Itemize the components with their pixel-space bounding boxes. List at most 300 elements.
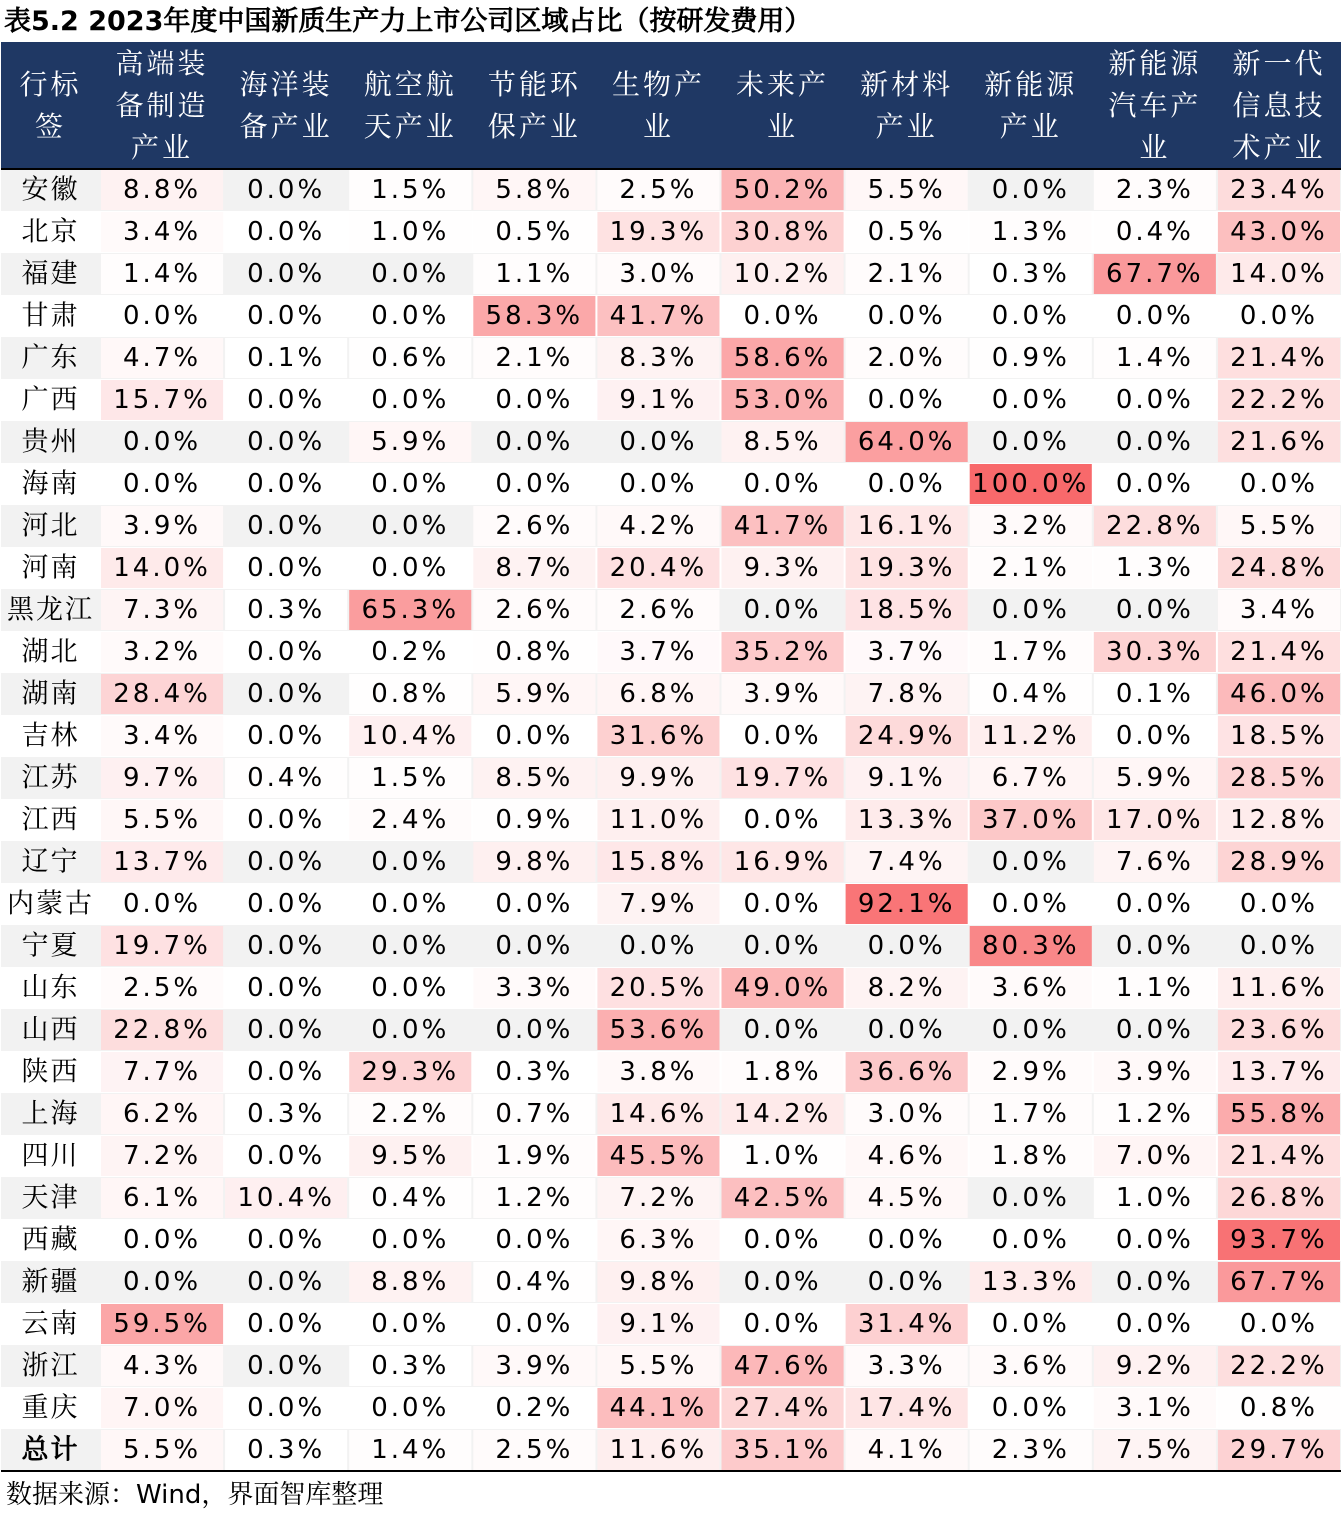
cell-value: 0.0% [247, 1351, 326, 1381]
cell-value: 31.6% [609, 721, 708, 751]
cell-value: 24.8% [1230, 553, 1328, 583]
cell-value: 3.9% [743, 679, 822, 709]
cell-value: 65.3% [361, 595, 460, 625]
cell-value: 19.3% [609, 217, 708, 247]
cell-value: 0.0% [495, 1015, 574, 1045]
cell-value: 0.0% [867, 1267, 946, 1297]
cell-value: 9.1% [619, 385, 698, 415]
cell-value: 8.8% [371, 1267, 450, 1297]
cell-value: 0.0% [247, 931, 326, 961]
cell-value: 0.0% [1239, 1309, 1318, 1339]
cell-value: 15.7% [113, 385, 211, 415]
column-header-line: 天产业 [363, 110, 457, 143]
cell-value: 13.3% [857, 805, 956, 835]
cell-value: 37.0% [981, 805, 1080, 835]
cell-value: 1.1% [495, 259, 574, 289]
cell-value: 0.1% [1115, 679, 1194, 709]
cell-value: 13.7% [113, 847, 211, 877]
cell-value: 0.0% [247, 637, 326, 667]
cell-value: 29.3% [361, 1057, 460, 1087]
cell-value: 45.5% [609, 1141, 708, 1171]
cell-value: 0.0% [1115, 931, 1194, 961]
cell-value: 3.2% [991, 511, 1070, 541]
cell-value: 1.7% [991, 1099, 1070, 1129]
cell-value: 3.9% [123, 511, 202, 541]
cell-value: 0.0% [495, 427, 574, 457]
cell-value: 0.0% [991, 889, 1070, 919]
cell-value: 0.0% [991, 175, 1070, 205]
cell-value: 43.0% [1230, 217, 1328, 247]
row-label: 河北 [21, 510, 80, 542]
cell-value: 0.0% [371, 973, 450, 1003]
cell-value: 0.0% [991, 595, 1070, 625]
row-label: 湖南 [21, 678, 80, 710]
cell-value: 2.3% [1115, 175, 1194, 205]
row-label: 吉林 [21, 720, 80, 752]
cell-value: 93.7% [1230, 1225, 1328, 1255]
cell-value: 0.0% [1115, 427, 1194, 457]
cell-value: 0.0% [991, 301, 1070, 331]
cell-value: 0.3% [247, 595, 326, 625]
cell-value: 100.0% [972, 469, 1090, 499]
cell-value: 3.3% [867, 1351, 946, 1381]
cell-value: 0.3% [247, 1099, 326, 1129]
column-header-line: 产业 [999, 110, 1062, 143]
cell-value: 0.0% [495, 889, 574, 919]
cell-value: 3.2% [123, 637, 202, 667]
row-label: 浙江 [21, 1350, 80, 1382]
cell-value: 3.7% [619, 637, 698, 667]
cell-value: 0.0% [247, 469, 326, 499]
cell-value: 30.8% [733, 217, 832, 247]
cell-value: 0.8% [371, 679, 450, 709]
row-label: 海南 [21, 468, 80, 500]
cell-value: 53.6% [609, 1015, 708, 1045]
cell-value: 3.3% [495, 973, 574, 1003]
cell-value: 4.2% [619, 511, 698, 541]
cell-value: 0.0% [991, 847, 1070, 877]
cell-value: 22.8% [113, 1015, 211, 1045]
cell-value: 1.3% [991, 217, 1070, 247]
cell-value: 0.0% [247, 1309, 326, 1339]
row-label: 总计 [21, 1434, 80, 1466]
row-label: 黑龙江 [7, 594, 94, 626]
cell-value: 1.8% [743, 1057, 822, 1087]
cell-value: 11.0% [609, 805, 708, 835]
cell-value: 67.7% [1106, 259, 1204, 289]
cell-value: 5.5% [123, 1435, 202, 1465]
cell-value: 5.9% [371, 427, 450, 457]
cell-value: 0.0% [1115, 595, 1194, 625]
cell-value: 35.2% [733, 637, 832, 667]
cell-value: 0.0% [247, 1393, 326, 1423]
cell-value: 1.5% [371, 763, 450, 793]
cell-value: 9.1% [867, 763, 946, 793]
cell-value: 8.5% [743, 427, 822, 457]
cell-value: 0.0% [743, 1015, 822, 1045]
cell-value: 8.8% [123, 175, 202, 205]
row-label: 重庆 [21, 1392, 80, 1424]
column-header-line: 未来产 [736, 68, 830, 101]
cell-value: 7.0% [1115, 1141, 1194, 1171]
cell-value: 7.3% [123, 595, 202, 625]
cell-value: 9.2% [1115, 1351, 1194, 1381]
cell-value: 0.0% [1239, 469, 1318, 499]
cell-value: 0.3% [991, 259, 1070, 289]
column-header-line: 信息技 [1232, 89, 1326, 122]
cell-value: 7.2% [619, 1183, 698, 1213]
cell-value: 0.0% [371, 1225, 450, 1255]
cell-value: 0.0% [743, 595, 822, 625]
cell-value: 10.4% [361, 721, 460, 751]
cell-value: 0.7% [495, 1099, 574, 1129]
cell-value: 21.4% [1230, 1141, 1328, 1171]
cell-value: 0.0% [1115, 721, 1194, 751]
column-header-line: 生物产 [611, 68, 705, 101]
column-header-line: 汽车产 [1108, 89, 1202, 122]
cell-value: 0.0% [123, 469, 202, 499]
column-header-line: 海洋装 [239, 68, 333, 101]
cell-value: 92.1% [857, 889, 956, 919]
cell-value: 7.2% [123, 1141, 202, 1171]
cell-value: 0.0% [495, 931, 574, 961]
cell-value: 11.6% [609, 1435, 708, 1465]
cell-value: 0.0% [371, 1015, 450, 1045]
column-header [1232, 47, 1325, 164]
row-label: 湖北 [21, 636, 80, 668]
cell-value: 46.0% [1230, 679, 1328, 709]
cell-value: 2.1% [991, 553, 1070, 583]
row-label: 江苏 [21, 762, 80, 794]
cell-value: 0.9% [991, 343, 1070, 373]
cell-value: 3.7% [867, 637, 946, 667]
cell-value: 2.1% [867, 259, 946, 289]
cell-value: 0.0% [247, 1141, 326, 1171]
cell-value: 8.5% [495, 763, 574, 793]
cell-value: 0.0% [247, 427, 326, 457]
row-label: 新疆 [21, 1266, 80, 1298]
cell-value: 0.3% [495, 1057, 574, 1087]
cell-value: 49.0% [733, 973, 832, 1003]
cell-value: 30.3% [1106, 637, 1204, 667]
cell-value: 6.8% [619, 679, 698, 709]
cell-value: 80.3% [981, 931, 1080, 961]
cell-value: 2.1% [495, 343, 574, 373]
cell-value: 0.0% [619, 427, 698, 457]
cell-value: 23.6% [1230, 1015, 1328, 1045]
cell-value: 7.9% [619, 889, 698, 919]
cell-value: 55.8% [1230, 1099, 1328, 1129]
cell-value: 22.2% [1230, 385, 1328, 415]
cell-value: 0.0% [371, 259, 450, 289]
cell-value: 0.0% [743, 805, 822, 835]
cell-value: 64.0% [857, 427, 956, 457]
cell-value: 0.0% [867, 469, 946, 499]
cell-value: 0.0% [991, 1393, 1070, 1423]
cell-value: 7.4% [867, 847, 946, 877]
cell-value: 19.7% [733, 763, 832, 793]
cell-value: 3.0% [867, 1099, 946, 1129]
cell-value: 0.0% [619, 469, 698, 499]
cell-value: 1.9% [495, 1141, 574, 1171]
cell-value: 0.0% [1115, 889, 1194, 919]
cell-value: 0.0% [991, 1015, 1070, 1045]
cell-value: 5.9% [495, 679, 574, 709]
cell-value: 1.4% [123, 259, 202, 289]
cell-value: 0.0% [371, 469, 450, 499]
cell-value: 2.5% [619, 175, 698, 205]
cell-value: 0.0% [123, 889, 202, 919]
cell-value: 1.7% [991, 637, 1070, 667]
cell-value: 0.0% [371, 301, 450, 331]
cell-value: 5.5% [867, 175, 946, 205]
cell-value: 0.0% [371, 511, 450, 541]
cell-value: 2.5% [495, 1435, 574, 1465]
cell-value: 0.0% [247, 973, 326, 1003]
cell-value: 0.0% [743, 1309, 822, 1339]
cell-value: 12.8% [1230, 805, 1328, 835]
cell-value: 8.2% [867, 973, 946, 1003]
cell-value: 3.4% [123, 721, 202, 751]
cell-value: 0.0% [495, 469, 574, 499]
cell-value: 0.0% [495, 1309, 574, 1339]
cell-value: 1.2% [1115, 1099, 1194, 1129]
cell-value: 13.3% [981, 1267, 1080, 1297]
cell-value: 0.0% [991, 427, 1070, 457]
row-label: 贵州 [21, 426, 80, 458]
cell-value: 7.0% [123, 1393, 202, 1423]
cell-value: 0.0% [1115, 1015, 1194, 1045]
cell-value: 7.8% [867, 679, 946, 709]
cell-value: 11.2% [981, 721, 1080, 751]
row-label: 云南 [21, 1308, 80, 1340]
cell-value: 0.0% [619, 931, 698, 961]
cell-value: 0.0% [247, 805, 326, 835]
cell-value: 0.0% [743, 469, 822, 499]
cell-value: 0.0% [1115, 469, 1194, 499]
column-header-line: 航空航 [363, 68, 457, 101]
cell-value: 0.0% [247, 217, 326, 247]
cell-value: 16.9% [733, 847, 832, 877]
cell-value: 0.0% [1115, 1225, 1194, 1255]
cell-value: 3.6% [991, 1351, 1070, 1381]
cell-value: 7.5% [1115, 1435, 1194, 1465]
column-header-line: 新能源 [1108, 47, 1202, 80]
cell-value: 0.3% [247, 1435, 326, 1465]
cell-value: 0.0% [1239, 931, 1318, 961]
cell-value: 0.0% [991, 1183, 1070, 1213]
cell-value: 2.6% [495, 511, 574, 541]
column-header-line: 高端装 [115, 47, 209, 80]
cell-value: 0.0% [123, 1225, 202, 1255]
cell-value: 28.9% [1230, 847, 1328, 877]
cell-value: 11.6% [1230, 973, 1328, 1003]
cell-value: 1.0% [743, 1141, 822, 1171]
cell-value: 0.6% [371, 343, 450, 373]
cell-value: 0.0% [495, 385, 574, 415]
cell-value: 0.0% [247, 1057, 326, 1087]
cell-value: 5.9% [1115, 763, 1194, 793]
cell-value: 1.0% [1115, 1183, 1194, 1213]
cell-value: 16.1% [857, 511, 956, 541]
cell-value: 8.7% [495, 553, 574, 583]
cell-value: 6.1% [123, 1183, 202, 1213]
cell-value: 0.0% [1115, 385, 1194, 415]
cell-value: 0.0% [743, 1267, 822, 1297]
cell-value: 0.0% [991, 1225, 1070, 1255]
cell-value: 29.7% [1230, 1435, 1328, 1465]
cell-value: 0.0% [867, 385, 946, 415]
cell-value: 3.9% [495, 1351, 574, 1381]
cell-value: 17.4% [857, 1393, 956, 1423]
cell-value: 0.0% [743, 889, 822, 919]
cell-value: 1.4% [371, 1435, 450, 1465]
cell-value: 5.5% [1239, 511, 1318, 541]
row-label: 四川 [21, 1140, 80, 1172]
cell-value: 20.4% [609, 553, 708, 583]
row-label: 西藏 [21, 1224, 80, 1256]
cell-value: 4.7% [123, 343, 202, 373]
cell-value: 1.8% [991, 1141, 1070, 1171]
column-header-line: 术产业 [1232, 131, 1326, 164]
cell-value: 9.5% [371, 1141, 450, 1171]
source-note: 数据来源：Wind，界面智库整理 [6, 1480, 384, 1510]
cell-value: 0.0% [371, 1393, 450, 1423]
row-label: 河南 [21, 552, 80, 584]
cell-value: 22.2% [1230, 1351, 1328, 1381]
cell-value: 0.0% [247, 1015, 326, 1045]
column-header-line: 备产业 [239, 110, 333, 143]
cell-value: 0.0% [743, 1225, 822, 1255]
cell-value: 0.0% [743, 721, 822, 751]
cell-value: 15.8% [609, 847, 708, 877]
row-label: 上海 [21, 1098, 80, 1130]
cell-value: 41.7% [609, 301, 708, 331]
cell-value: 1.4% [1115, 343, 1194, 373]
cell-value: 2.0% [867, 343, 946, 373]
cell-value: 0.4% [495, 1267, 574, 1297]
cell-value: 0.0% [495, 721, 574, 751]
cell-value: 0.0% [371, 847, 450, 877]
cell-value: 0.0% [247, 511, 326, 541]
column-header-line: 备制造 [115, 89, 209, 122]
row-label: 甘肃 [21, 300, 80, 332]
cell-value: 0.0% [991, 385, 1070, 415]
row-label: 辽宁 [21, 846, 80, 878]
cell-value: 14.0% [1230, 259, 1328, 289]
cell-value: 20.5% [609, 973, 708, 1003]
cell-value: 44.1% [609, 1393, 708, 1423]
row-label: 安徽 [21, 174, 80, 206]
cell-value: 2.9% [991, 1057, 1070, 1087]
cell-value: 7.7% [123, 1057, 202, 1087]
cell-value: 5.5% [123, 805, 202, 835]
cell-value: 14.6% [609, 1099, 708, 1129]
cell-value: 0.0% [247, 259, 326, 289]
cell-value: 0.5% [867, 217, 946, 247]
row-label: 广东 [21, 342, 80, 374]
cell-value: 0.0% [371, 889, 450, 919]
cell-value: 0.0% [371, 385, 450, 415]
row-label: 北京 [21, 216, 80, 248]
cell-value: 14.0% [113, 553, 211, 583]
cell-value: 3.9% [1115, 1057, 1194, 1087]
cell-value: 2.6% [495, 595, 574, 625]
cell-value: 2.3% [991, 1435, 1070, 1465]
cell-value: 0.0% [123, 1267, 202, 1297]
column-header-line: 业 [642, 110, 674, 143]
cell-value: 22.8% [1106, 511, 1204, 541]
cell-value: 8.3% [619, 343, 698, 373]
cell-value: 2.4% [371, 805, 450, 835]
cell-value: 9.1% [619, 1309, 698, 1339]
column-header-line: 新材料 [860, 68, 954, 101]
cell-value: 17.0% [1106, 805, 1204, 835]
cell-value: 0.2% [371, 637, 450, 667]
cell-value: 0.0% [867, 931, 946, 961]
cell-value: 0.0% [867, 301, 946, 331]
cell-value: 0.0% [495, 1225, 574, 1255]
cell-value: 0.0% [1239, 889, 1318, 919]
column-header-line: 产业 [875, 110, 938, 143]
row-label: 山东 [21, 972, 80, 1004]
row-label: 广西 [21, 384, 80, 416]
cell-value: 6.2% [123, 1099, 202, 1129]
cell-value: 24.9% [857, 721, 956, 751]
cell-value: 3.4% [123, 217, 202, 247]
cell-value: 14.2% [733, 1099, 832, 1129]
row-label: 天津 [21, 1182, 80, 1214]
cell-value: 0.0% [247, 721, 326, 751]
corner-header-line: 签 [34, 110, 67, 143]
cell-value: 5.8% [495, 175, 574, 205]
cell-value: 23.4% [1230, 175, 1328, 205]
cell-value: 47.6% [733, 1351, 832, 1381]
column-header-line: 节能环 [487, 68, 581, 101]
cell-value: 10.2% [733, 259, 832, 289]
row-label: 内蒙古 [7, 888, 94, 920]
cell-value: 0.0% [247, 889, 326, 919]
cell-value: 0.0% [247, 553, 326, 583]
cell-value: 9.3% [743, 553, 822, 583]
cell-value: 0.2% [495, 1393, 574, 1423]
cell-value: 6.7% [991, 763, 1070, 793]
cell-value: 0.0% [371, 1309, 450, 1339]
cell-value: 41.7% [733, 511, 832, 541]
cell-value: 3.1% [1115, 1393, 1194, 1423]
cell-value: 1.2% [495, 1183, 574, 1213]
cell-value: 0.0% [247, 679, 326, 709]
column-header-line: 新一代 [1232, 47, 1326, 80]
cell-value: 36.6% [857, 1057, 956, 1087]
cell-value: 10.4% [237, 1183, 335, 1213]
cell-value: 9.7% [123, 763, 202, 793]
cell-value: 58.6% [733, 343, 832, 373]
cell-value: 0.0% [1115, 301, 1194, 331]
cell-value: 3.0% [619, 259, 698, 289]
row-label: 山西 [21, 1014, 80, 1046]
row-label: 陕西 [21, 1056, 80, 1088]
cell-value: 28.4% [113, 679, 211, 709]
cell-value: 0.1% [247, 343, 326, 373]
cell-value: 18.5% [1230, 721, 1328, 751]
cell-value: 0.0% [123, 301, 202, 331]
column-header-line: 新能源 [984, 68, 1078, 101]
cell-value: 0.0% [247, 301, 326, 331]
cell-value: 9.9% [619, 763, 698, 793]
cell-value: 28.5% [1230, 763, 1328, 793]
cell-value: 5.5% [619, 1351, 698, 1381]
